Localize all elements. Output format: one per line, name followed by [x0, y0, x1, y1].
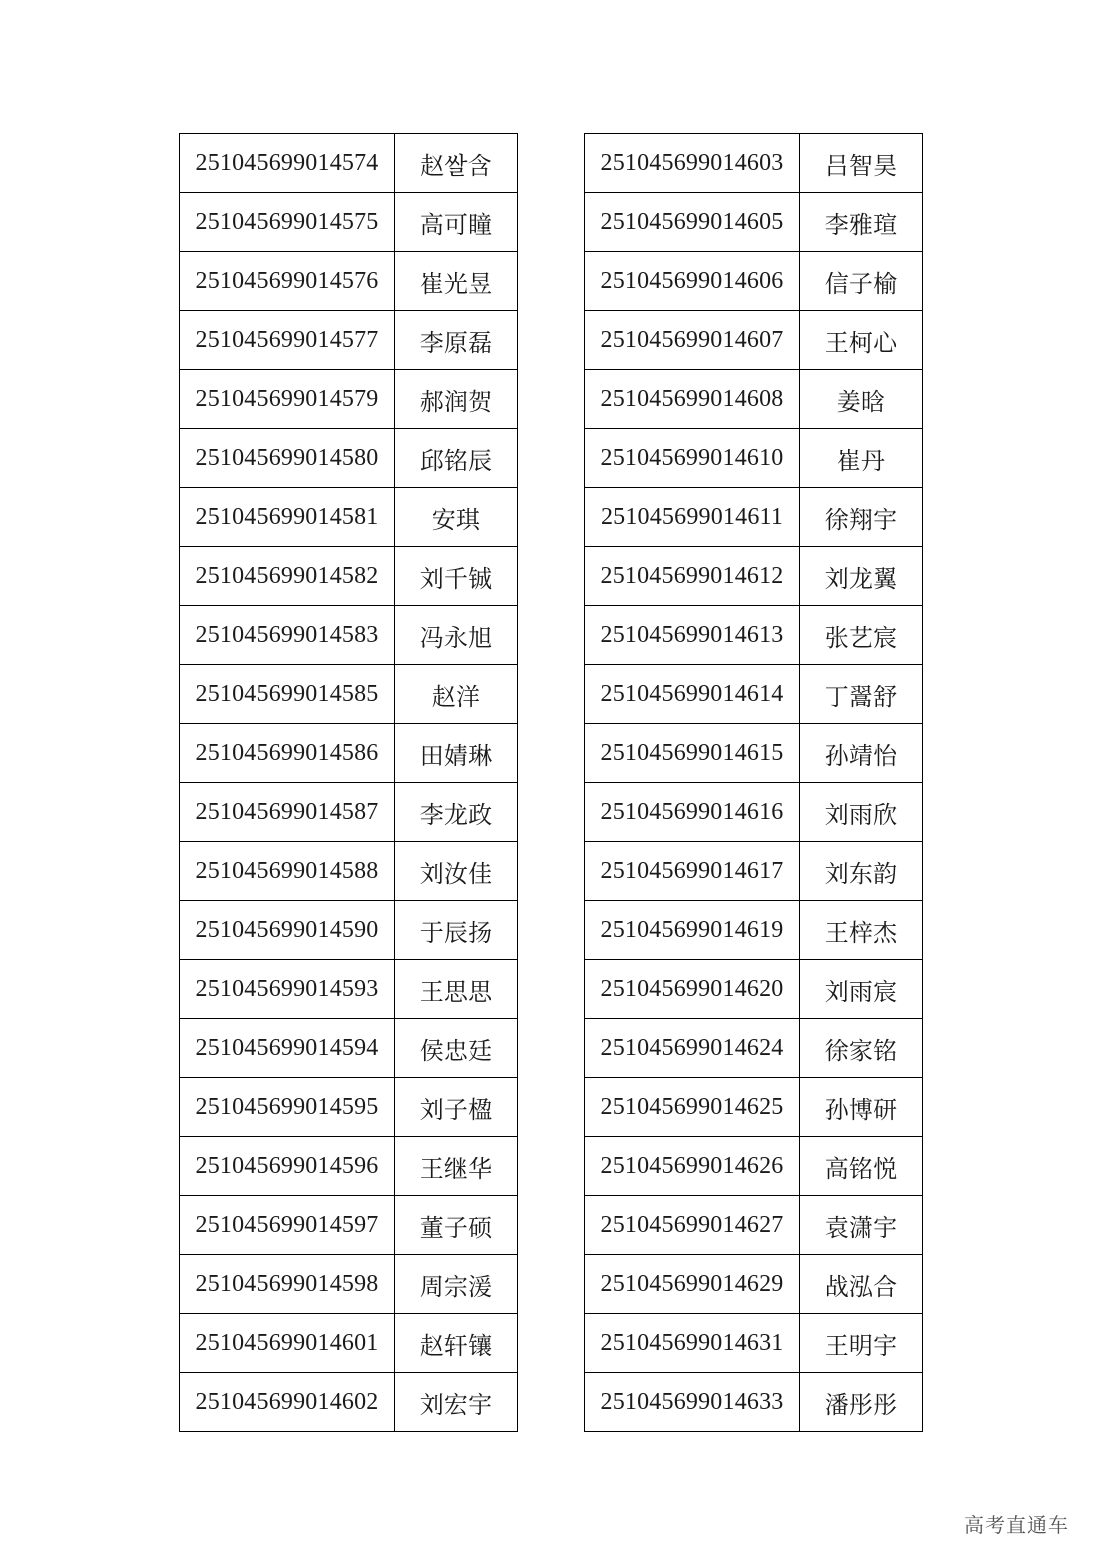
candidate-id-cell: 251045699014601 [180, 1314, 395, 1373]
table-row [180, 1373, 518, 1432]
candidate-name-cell: 周宗湲 [395, 1255, 518, 1314]
candidate-name-cell: 徐翔宇 [800, 488, 923, 547]
candidate-name-cell: 吕智昊 [800, 134, 923, 193]
candidate-id-cell: 251045699014617 [585, 842, 800, 901]
candidate-id-cell: 251045699014583 [180, 606, 395, 665]
table-row [180, 960, 518, 1019]
candidate-name-cell: 刘龙翼 [800, 547, 923, 606]
table-row [585, 488, 923, 547]
candidate-id-cell: 251045699014587 [180, 783, 395, 842]
roster-table-right-body [585, 134, 923, 1432]
candidate-name-cell: 袁潇宇 [800, 1196, 923, 1255]
candidate-id-cell: 251045699014579 [180, 370, 395, 429]
table-row [180, 311, 518, 370]
candidate-name-cell: 王思思 [395, 960, 518, 1019]
table-row [585, 252, 923, 311]
table-row [180, 901, 518, 960]
candidate-id-cell: 251045699014594 [180, 1019, 395, 1078]
candidate-name-cell: 刘汝佳 [395, 842, 518, 901]
candidate-name-cell: 刘雨宸 [800, 960, 923, 1019]
candidate-name-cell: 王梓杰 [800, 901, 923, 960]
candidate-name-cell: 王柯心 [800, 311, 923, 370]
table-row [180, 783, 518, 842]
candidate-id-cell: 251045699014585 [180, 665, 395, 724]
candidate-name-cell: 刘宏宇 [395, 1373, 518, 1432]
candidate-name-cell: 刘子楹 [395, 1078, 518, 1137]
table-row [585, 311, 923, 370]
table-row [180, 134, 518, 193]
candidate-id-cell: 251045699014616 [585, 783, 800, 842]
candidate-id-cell: 251045699014603 [585, 134, 800, 193]
candidate-id-cell: 251045699014610 [585, 429, 800, 488]
table-row [180, 665, 518, 724]
candidate-id-cell: 251045699014619 [585, 901, 800, 960]
candidate-id-cell: 251045699014588 [180, 842, 395, 901]
candidate-name-cell: 姜晗 [800, 370, 923, 429]
table-row [180, 1255, 518, 1314]
table-row [180, 429, 518, 488]
table-row [180, 1019, 518, 1078]
candidate-name-cell: 李雅瑄 [800, 193, 923, 252]
roster-table-left-body [180, 134, 518, 1432]
candidate-id-cell: 251045699014608 [585, 370, 800, 429]
candidate-id-cell: 251045699014614 [585, 665, 800, 724]
candidate-id-cell: 251045699014620 [585, 960, 800, 1019]
table-row [180, 488, 518, 547]
candidate-name-cell: 赵洋 [395, 665, 518, 724]
table-row [585, 193, 923, 252]
candidate-name-cell: 丁翯舒 [800, 665, 923, 724]
candidate-id-cell: 251045699014593 [180, 960, 395, 1019]
candidate-name-cell: 于辰扬 [395, 901, 518, 960]
candidate-id-cell: 251045699014576 [180, 252, 395, 311]
candidate-id-cell: 251045699014624 [585, 1019, 800, 1078]
candidate-name-cell: 信子榆 [800, 252, 923, 311]
candidate-name-cell: 郝润贺 [395, 370, 518, 429]
table-row [585, 724, 923, 783]
table-row [585, 1137, 923, 1196]
candidate-id-cell: 251045699014598 [180, 1255, 395, 1314]
candidate-id-cell: 251045699014611 [585, 488, 800, 547]
candidate-id-cell: 251045699014629 [585, 1255, 800, 1314]
watermark-text: 高考直通车 [964, 1513, 1069, 1537]
candidate-name-cell: 田婧琳 [395, 724, 518, 783]
candidate-id-cell: 251045699014613 [585, 606, 800, 665]
candidate-id-cell: 251045699014581 [180, 488, 395, 547]
candidate-name-cell: 刘雨欣 [800, 783, 923, 842]
table-row [585, 901, 923, 960]
table-row [180, 370, 518, 429]
table-row [585, 429, 923, 488]
candidate-name-cell: 赵쌀含 [395, 134, 518, 193]
candidate-id-cell: 251045699014582 [180, 547, 395, 606]
candidate-id-cell: 251045699014606 [585, 252, 800, 311]
table-row [180, 1314, 518, 1373]
candidate-name-cell: 董子硕 [395, 1196, 518, 1255]
candidate-name-cell: 张艺宸 [800, 606, 923, 665]
table-row [180, 842, 518, 901]
table-row [585, 960, 923, 1019]
table-row [585, 1196, 923, 1255]
table-row [585, 1019, 923, 1078]
table-row [585, 1373, 923, 1432]
candidate-id-cell: 251045699014596 [180, 1137, 395, 1196]
roster-table-right [584, 133, 923, 1432]
candidate-name-cell: 王继华 [395, 1137, 518, 1196]
table-row [585, 547, 923, 606]
candidate-id-cell: 251045699014626 [585, 1137, 800, 1196]
table-row [585, 134, 923, 193]
candidate-name-cell: 侯忠廷 [395, 1019, 518, 1078]
candidate-name-cell: 李原磊 [395, 311, 518, 370]
candidate-id-cell: 251045699014580 [180, 429, 395, 488]
candidate-id-cell: 251045699014575 [180, 193, 395, 252]
table-row [180, 547, 518, 606]
candidate-id-cell: 251045699014602 [180, 1373, 395, 1432]
candidate-id-cell: 251045699014627 [585, 1196, 800, 1255]
candidate-id-cell: 251045699014625 [585, 1078, 800, 1137]
candidate-name-cell: 崔光昱 [395, 252, 518, 311]
candidate-name-cell: 安琪 [395, 488, 518, 547]
candidate-name-cell: 潘彤彤 [800, 1373, 923, 1432]
table-row [585, 606, 923, 665]
candidate-id-cell: 251045699014577 [180, 311, 395, 370]
candidate-name-cell: 冯永旭 [395, 606, 518, 665]
table-row [585, 1255, 923, 1314]
candidate-name-cell: 孙博研 [800, 1078, 923, 1137]
table-row [585, 1314, 923, 1373]
table-row [180, 1078, 518, 1137]
table-row [180, 1196, 518, 1255]
candidate-name-cell: 李龙政 [395, 783, 518, 842]
table-row [585, 842, 923, 901]
candidate-name-cell: 崔丹 [800, 429, 923, 488]
candidate-name-cell: 刘千铖 [395, 547, 518, 606]
candidate-name-cell: 邱铭辰 [395, 429, 518, 488]
candidate-id-cell: 251045699014590 [180, 901, 395, 960]
candidate-name-cell: 高可瞳 [395, 193, 518, 252]
table-row [180, 193, 518, 252]
roster-table-left [179, 133, 518, 1432]
table-row [585, 783, 923, 842]
candidate-name-cell: 孙靖怡 [800, 724, 923, 783]
candidate-name-cell: 战泓合 [800, 1255, 923, 1314]
candidate-name-cell: 高铭悦 [800, 1137, 923, 1196]
candidate-id-cell: 251045699014586 [180, 724, 395, 783]
table-row [585, 665, 923, 724]
candidate-id-cell: 251045699014615 [585, 724, 800, 783]
candidate-id-cell: 251045699014612 [585, 547, 800, 606]
candidate-id-cell: 251045699014595 [180, 1078, 395, 1137]
candidate-id-cell: 251045699014633 [585, 1373, 800, 1432]
table-row [180, 606, 518, 665]
candidate-name-cell: 徐家铭 [800, 1019, 923, 1078]
candidate-id-cell: 251045699014607 [585, 311, 800, 370]
candidate-name-cell: 刘东韵 [800, 842, 923, 901]
candidate-id-cell: 251045699014597 [180, 1196, 395, 1255]
table-row [180, 1137, 518, 1196]
table-row [180, 724, 518, 783]
candidate-name-cell: 王明宇 [800, 1314, 923, 1373]
candidate-id-cell: 251045699014574 [180, 134, 395, 193]
table-row [585, 1078, 923, 1137]
candidate-id-cell: 251045699014631 [585, 1314, 800, 1373]
table-row [180, 252, 518, 311]
candidate-name-cell: 赵轩镶 [395, 1314, 518, 1373]
table-row [585, 370, 923, 429]
candidate-id-cell: 251045699014605 [585, 193, 800, 252]
